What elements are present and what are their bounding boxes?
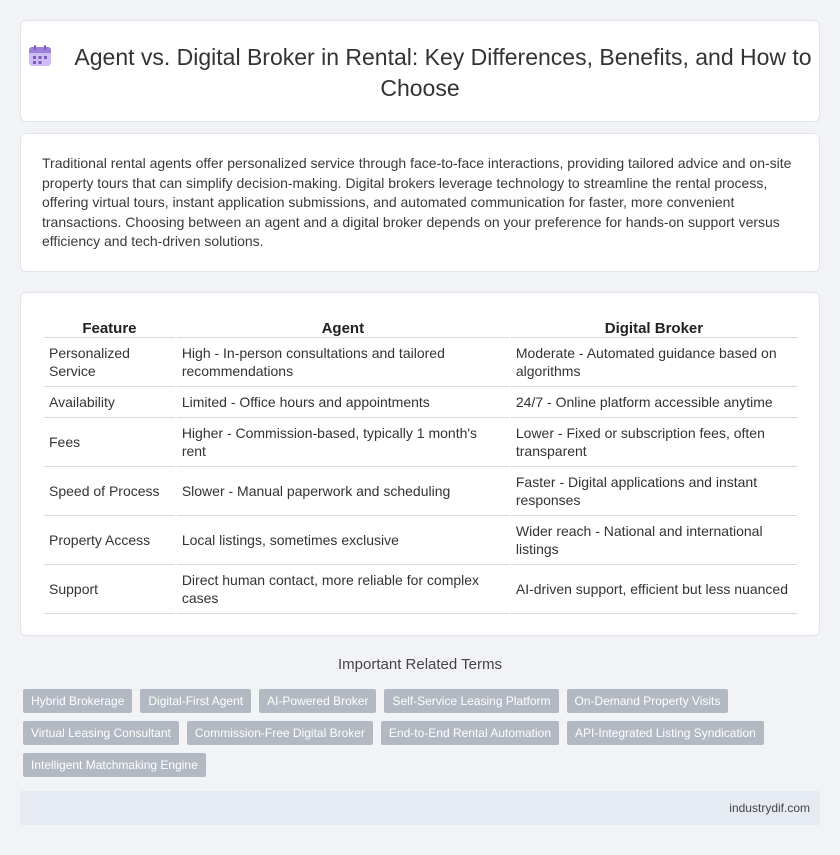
table-cell: Faster - Digital applications and instant responses: [511, 467, 797, 516]
table-cell: Moderate - Automated guidance based on algorithms: [511, 338, 797, 387]
intro-paragraph: Traditional rental agents offer personalized service through face-to-face interactions, providing tailored advice and on-site property tours that can simplify decision-making. Digital brokers leverage technology to streamline the rental process, offering virtual tours, instant application submissions, and automated communication for faster, more convenient transactions. Choosing between an agent and a digital broker depends on your preference for hands-on support versus efficiency and tech-driven solutions.: [42, 155, 792, 249]
table-cell: AI-driven support, efficient but less nuanced: [511, 565, 797, 614]
table-cell: High - In-person consultations and tailored recommendations: [177, 338, 509, 387]
title-card: [20, 20, 820, 122]
table-header-row: [44, 317, 797, 338]
table-cell: Wider reach - National and international listings: [511, 516, 797, 565]
related-term-tag[interactable]: End-to-End Rental Automation: [381, 721, 559, 745]
comparison-table: [42, 317, 799, 614]
table-row: [44, 467, 797, 516]
footer-site-link[interactable]: industrydif.com: [729, 801, 810, 815]
related-term-tag[interactable]: API-Integrated Listing Syndication: [567, 721, 764, 745]
table-row: [44, 387, 797, 418]
page-title: [21, 43, 819, 103]
table-row: [44, 418, 797, 467]
header-agent: Agent: [177, 317, 509, 338]
header-digital-broker: Digital Broker: [511, 317, 797, 338]
table-cell: Support: [44, 565, 175, 614]
footer: [20, 791, 820, 825]
table-cell: Limited - Office hours and appointments: [177, 387, 509, 418]
related-terms-title: Important Related Terms: [338, 656, 502, 673]
table-cell: Property Access: [44, 516, 175, 565]
table-cell: Availability: [44, 387, 175, 418]
table-row: [44, 338, 797, 387]
header-feature: Feature: [44, 317, 175, 338]
table-row: [44, 516, 797, 565]
page-title-text: Agent vs. Digital Broker in Rental: Key Differences, Benefits, and How to Choose: [74, 44, 812, 101]
related-term-tag[interactable]: AI-Powered Broker: [259, 689, 376, 713]
related-term-tag[interactable]: Hybrid Brokerage: [23, 689, 132, 713]
table-row: [44, 565, 797, 614]
related-term-tag[interactable]: Self-Service Leasing Platform: [384, 689, 558, 713]
related-term-tag[interactable]: Commission-Free Digital Broker: [187, 721, 373, 745]
table-cell: 24/7 - Online platform accessible anytime: [511, 387, 797, 418]
table-cell: Slower - Manual paperwork and scheduling: [177, 467, 509, 516]
related-term-tag[interactable]: On-Demand Property Visits: [567, 689, 729, 713]
calendar-icon: [28, 45, 52, 74]
related-term-tag[interactable]: Intelligent Matchmaking Engine: [23, 753, 206, 777]
intro-card: [20, 133, 820, 272]
table-cell: Higher - Commission-based, typically 1 month's rent: [177, 418, 509, 467]
related-term-tag[interactable]: Digital-First Agent: [140, 689, 251, 713]
table-cell: Fees: [44, 418, 175, 467]
table-cell: Direct human contact, more reliable for complex cases: [177, 565, 509, 614]
table-cell: Personalized Service: [44, 338, 175, 387]
related-term-tag[interactable]: Virtual Leasing Consultant: [23, 721, 179, 745]
table-cell: Lower - Fixed or subscription fees, often transparent: [511, 418, 797, 467]
table-cell: Local listings, sometimes exclusive: [177, 516, 509, 565]
related-terms-list: [23, 689, 813, 785]
comparison-card: [20, 292, 820, 636]
table-cell: Speed of Process: [44, 467, 175, 516]
